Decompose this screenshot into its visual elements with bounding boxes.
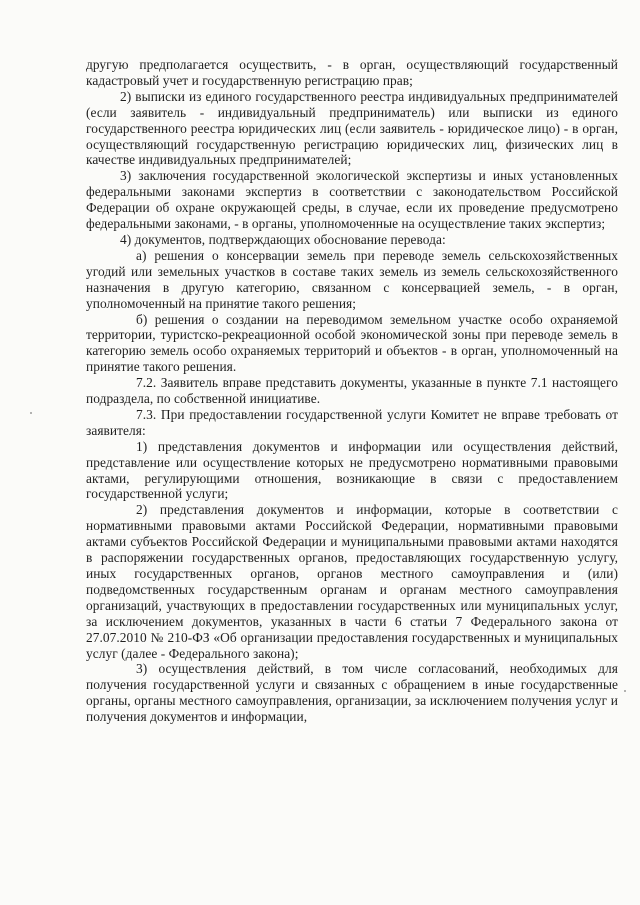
paragraph-item-4b: б) решения о создании на переводимом земельном участке особо охраняемой территории, туристско-рекреационной особой экономической зоны при переводе земель в категорию земель особо охраняемых территорий и объектов - в орган, уполномоченный на принятие такого решения.: [86, 311, 618, 375]
scan-speck: [624, 690, 626, 692]
paragraph-7-2: 7.2. Заявитель вправе представить документы, указанные в пункте 7.1 настоящего подраздела, по собственной инициативе.: [86, 375, 618, 407]
paragraph-continuation: другую предполагается осуществить, - в орган, осуществляющий государственный кадастровый учет и государственную регистрацию прав;: [86, 57, 618, 88]
paragraph-7-3: 7.3. При предоставлении государственной услуги Комитет не вправе требовать от заявителя:: [86, 406, 618, 438]
paragraph-item-2: 2) выписки из единого государственного реестра индивидуальных предпринимателей (если заявитель - индивидуальный предприниматель) или выписки из единого государственного реестра юридических лиц (если заявитель - юридическое лицо) - в орган, осуществляющий государственную регистрацию юридических лиц, физических лиц в качестве индивидуальных предпринимателей;: [86, 88, 618, 168]
paragraph-item-4a: а) решения о консервации земель при переводе земель сельскохозяйственных угодий или земельных участков в составе таких земель из земель сельскохозяйственного назначения в другую категорию, связанном с консервацией земель, - в орган, уполномоченный на принятие такого решения;: [86, 247, 618, 311]
paragraph-7-3-item-1: 1) представления документов и информации или осуществления действий, представление или осуществление которых не предусмотрено нормативными правовыми актами, регулирующими отношения, возникающие в связи с предоставлением государственной услуги;: [86, 438, 618, 502]
paragraph-item-4: 4) документов, подтверждающих обоснование перевода:: [120, 231, 446, 247]
paragraph-item-3: 3) заключения государственной экологической экспертизы и иных установленных федеральными законами экспертиз в соответствии с законодательством Российской Федерации об охране окружающей среды, в случае, если их проведение предусмотрено федеральными законами, - в органы, уполномоченные на осуществление таких экспертиз;: [86, 168, 618, 232]
paragraph-7-3-item-3: 3) осуществления действий, в том числе согласований, необходимых для получения государственной услуги и связанных с обращением в иные государственные органы, органы местного самоуправления, организации, за исключением получения услуг и получения документов и информации,: [86, 661, 618, 725]
paragraph-7-3-item-2: 2) представления документов и информации, которые в соответствии с нормативными правовыми актами Российской Федерации, нормативными правовыми актами субъектов Российской Федерации и муниципальными правовыми актами находятся в распоряжении государственных органов, предоставляющих государственную услугу, иных государственных органов, органов местного самоуправления и (или) подведомственных государственным органам и органам местного самоуправления организаций, участвующих в предоставлении государственных или муниципальных услуг, за исключением документов, указанных в части 6 статьи 7 Федерального закона от 27.07.2010 № 210-ФЗ «Об организации предоставления государственных и муниципальных услуг (далее - Федерального закона);: [86, 502, 618, 661]
scan-speck: [30, 412, 32, 414]
